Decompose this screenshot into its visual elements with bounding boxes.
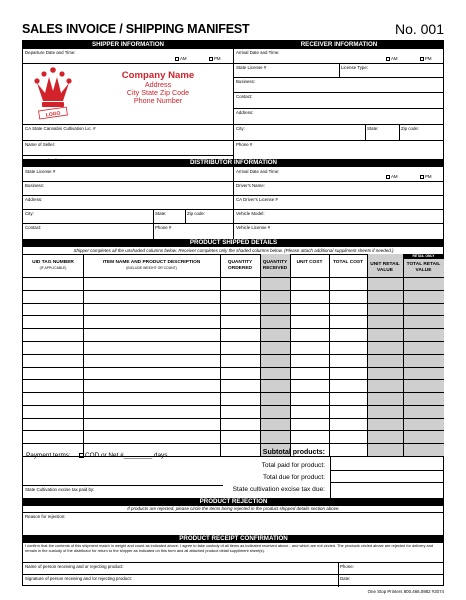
payment-terms-label: Payment terms: (26, 452, 71, 459)
departure-pm-option[interactable]: PM (209, 56, 221, 61)
column-header (23, 260, 83, 270)
distributor-contact-label: Contact: (25, 225, 42, 230)
column-line (220, 254, 221, 456)
products-instruction: Shipper completes all the unshaded columns below. Receiver completes only the shaded columns below. (Please attach additional suppliment sheets if needed.) (73, 248, 394, 253)
confirmation-phone-label: Phone: (340, 564, 354, 569)
shipper-section-bar: SHIPPER INFORMATION (23, 41, 233, 49)
rule (23, 574, 444, 575)
receiver-address-label: Address: (236, 110, 254, 115)
column-header-label: TOTAL COST (332, 260, 364, 265)
company-phone: Phone Number (133, 96, 183, 106)
column-divider (233, 167, 234, 239)
table-row-line (23, 379, 444, 380)
document-number: No. 001 (394, 21, 444, 37)
column-line (403, 254, 404, 456)
products-section-bar: PRODUCT SHIPPED DETAILS (23, 239, 444, 247)
receiver-name-label: Name of person receiving and or rejecting product: (25, 564, 124, 569)
rule (23, 181, 444, 182)
arrival-pm-option[interactable]: PM (420, 56, 432, 61)
company-city-state-zip: City State Zip Code (126, 88, 190, 98)
checkbox-icon[interactable] (79, 453, 84, 458)
arrival-am-option[interactable]: AM (386, 56, 398, 61)
distributor-phone-label: Phone # (155, 225, 172, 230)
column-header-sublabel: (INCLUDE WEIGHT OR COUNT) (126, 265, 177, 270)
arrival-label: Arrival Date and Time: (236, 50, 280, 55)
invoice-sheet (22, 22, 444, 594)
checkbox-icon[interactable] (420, 175, 424, 179)
rule (23, 140, 233, 141)
distributor-pm-option[interactable]: PM (420, 174, 432, 179)
rule (23, 485, 223, 486)
cell-divider (365, 124, 366, 140)
rule (234, 140, 444, 141)
seller-name-label: Name of Seller: (25, 142, 56, 147)
rejection-section-bar: PRODUCT REJECTION (23, 498, 444, 506)
table-row-line (23, 392, 444, 393)
rule (234, 92, 444, 93)
confirmation-statement: I confirm that the contents of this shipment match in weight and count as indicated above. I agree to take custody of all items as indicated received above - and which are not circled. The products circled above are rejected for delivery and remain in the custody of the distributor for return to the shipper as indicated on this form and all attached product detail suppliment sheet(s). (25, 543, 434, 553)
column-header (260, 260, 290, 271)
checkbox-icon[interactable] (386, 57, 390, 61)
svg-text:LOGO: LOGO (45, 110, 61, 119)
checkbox-icon[interactable] (175, 57, 179, 61)
column-header-label: QUANTITY ORDERED (227, 260, 253, 271)
departure-am-option[interactable]: AM (175, 56, 187, 61)
total-paid-label: Total paid for product: (261, 462, 325, 469)
distributor-city-label: City: (25, 211, 34, 216)
license-type-label: License Type: (341, 65, 369, 70)
checkbox-icon[interactable] (386, 175, 390, 179)
cell-divider (399, 124, 400, 140)
column-line (329, 254, 330, 456)
shaded-columns-retail (367, 254, 444, 456)
checkbox-icon[interactable] (209, 57, 213, 61)
subtotal-label: Subtotal products: (262, 449, 325, 456)
excise-paid-by-label: State Cultivation excise tax paid by: (25, 487, 95, 492)
rule (23, 562, 444, 563)
excise-tax-label: State cultivation excise tax due: (232, 486, 325, 493)
driver-name-label: Driver's Name: (236, 183, 265, 188)
rule (23, 209, 444, 210)
table-row-line (23, 367, 444, 368)
driver-license-label: CA Driver's License # (236, 197, 278, 202)
receiver-signature-label: Signature of person receiving and /or rejecting product: (25, 576, 132, 581)
cell-divider (153, 223, 154, 239)
printer-credit: One Stop Printers 800.466.0982 #2074 (367, 589, 444, 594)
shaded-column-received (260, 254, 290, 456)
rule (234, 124, 444, 125)
distributor-business-label: Business: (25, 183, 45, 188)
receiver-section-bar: RECEIVER INFORMATION (234, 41, 444, 49)
column-header (290, 260, 329, 266)
rule (23, 124, 233, 125)
distributor-state-label: State: (155, 211, 167, 216)
column-header-sublabel: (IF APPLICABLE) (39, 265, 67, 270)
column-header-label: QUANTITY RECEIVED (262, 260, 288, 271)
table-row-line (23, 303, 444, 304)
rule (23, 223, 444, 224)
document-title: SALES INVOICE / SHIPPING MANIFEST (22, 22, 250, 36)
rejection-reason-label: Reason for rejection: (25, 514, 66, 519)
receiver-contact-label: Contact: (236, 94, 253, 99)
column-header (403, 262, 444, 273)
form-frame (22, 40, 444, 586)
rejection-instruction: If products are rejected, please circle the items being rejected in the product shipped details section above. (127, 506, 340, 511)
receiver-business-label: Business: (236, 79, 256, 84)
distributor-license-label: State License # (25, 169, 56, 174)
column-header-label: UNIT RETAIL VALUE (370, 262, 400, 273)
company-block (103, 70, 213, 106)
receiver-phone-label: Phone # (236, 142, 253, 147)
table-row-line (23, 354, 444, 355)
table-row-line (23, 430, 444, 431)
column-header (367, 262, 403, 273)
rule (23, 195, 444, 196)
column-header (220, 260, 260, 271)
rule (23, 512, 444, 513)
column-header (83, 260, 220, 270)
company-address: Address (144, 80, 172, 89)
cell-divider (185, 209, 186, 223)
table-row-line (23, 315, 444, 316)
column-header-label: TOTAL RETAIL VALUE (406, 262, 441, 273)
column-header-label: UNIT COST (296, 260, 323, 265)
table-row-line (23, 290, 444, 291)
column-header-label: UID TAG NUMBER (32, 260, 74, 265)
table-row-line (23, 405, 444, 406)
column-line (290, 254, 291, 456)
cod-net-option[interactable]: COD or Net #________ days (79, 452, 167, 460)
column-divider (233, 41, 234, 159)
column-header (329, 260, 367, 266)
receiver-city-label: City: (236, 126, 245, 131)
distributor-address-label: Address: (25, 197, 43, 202)
column-line (260, 254, 261, 456)
cell-divider (330, 456, 331, 498)
distributor-zip-label: Zip code: (187, 211, 206, 216)
cell-divider (153, 209, 154, 223)
column-header-label: ITEM NAME AND PRODUCT DESCRIPTION (102, 260, 201, 265)
distributor-am-option[interactable]: AM (386, 174, 398, 179)
rule (234, 77, 444, 78)
table-row-line (23, 443, 444, 444)
receiver-state-label: State: (367, 126, 379, 131)
crown-logo-icon (33, 67, 73, 121)
rule (23, 63, 233, 64)
header-rule (23, 277, 444, 278)
rule (23, 155, 233, 156)
rule (234, 108, 444, 109)
confirmation-date-label: Date: (340, 576, 351, 581)
rule (330, 470, 444, 471)
column-line (367, 254, 368, 456)
cell-divider (339, 63, 340, 77)
retail-only-bar: RETAIL ONLY (403, 254, 444, 259)
column-line (83, 254, 84, 456)
checkbox-icon[interactable] (420, 57, 424, 61)
rule (330, 482, 444, 483)
distributor-section-bar: DISTRIBUTOR INFORMATION (23, 159, 444, 167)
cultivation-license-label: CA State Cannabis Cultivation Lic. # (25, 126, 96, 131)
confirmation-section-bar: PRODUCT RECEIPT CONFIRMATION (23, 535, 444, 543)
table-row-line (23, 328, 444, 329)
total-due-label: Total due for product: (263, 474, 325, 481)
company-name: Company Name (121, 70, 195, 81)
receiver-license-label: State License # (236, 65, 267, 70)
departure-label: Departure Date and Time: (25, 50, 76, 55)
distributor-arrival-label: Arrival Date and Time: (236, 169, 280, 174)
vehicle-model-label: Vehicle Model: (236, 211, 265, 216)
vehicle-license-label: Vehicle License # (236, 225, 271, 230)
receiver-zip-label: Zip code: (401, 126, 420, 131)
table-row-line (23, 341, 444, 342)
table-row-line (23, 418, 444, 419)
